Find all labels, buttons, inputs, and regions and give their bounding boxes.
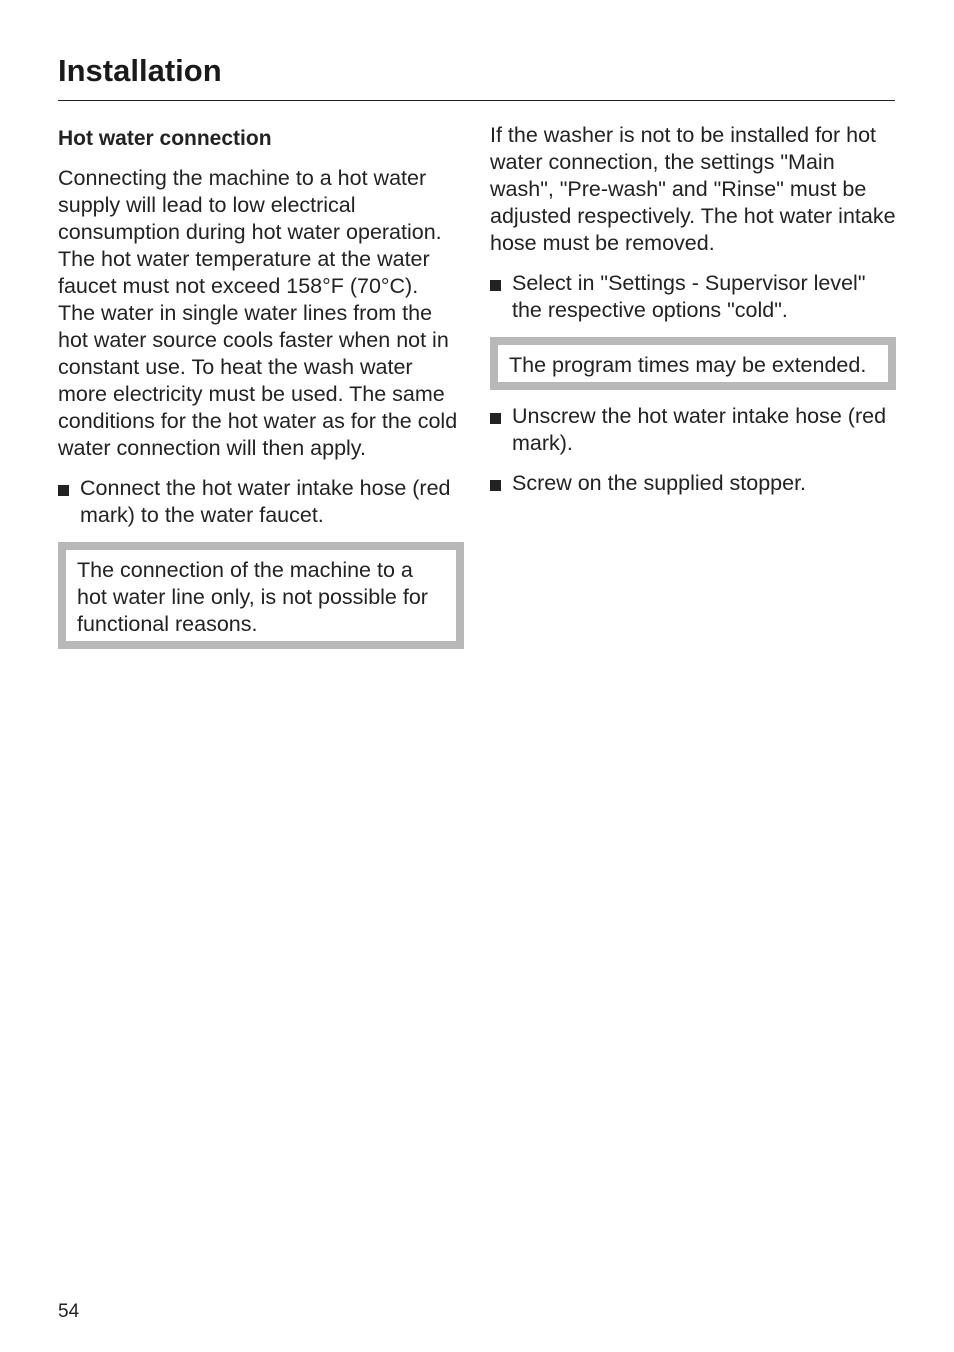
note-box xyxy=(490,337,896,390)
list-item-text: Select in "Settings - Supervisor level" the respective options "cold". xyxy=(512,271,866,322)
body-paragraph: If the washer is not to be installed for hot water connection, the settings "Main wash", "Pre-wash" and "Rinse" must be adjusted respectively. The hot water intake hose must be removed. xyxy=(490,123,896,255)
list-item-text: Connect the hot water intake hose (red mark) to the water faucet. xyxy=(80,476,451,527)
list-item xyxy=(490,403,896,457)
square-bullet-icon xyxy=(490,280,501,291)
page-header xyxy=(58,50,895,92)
body-paragraph: The water in single water lines from the hot water source cools faster when not in constant use. To heat the wash water more electricity must be used. The same conditions for the hot water as for the cold water connection will then apply. xyxy=(58,301,458,460)
square-bullet-icon xyxy=(58,485,69,496)
right-column xyxy=(490,122,896,510)
list-item xyxy=(58,475,464,529)
section-heading: Hot water connection xyxy=(58,127,272,150)
square-bullet-icon xyxy=(490,413,501,424)
left-column xyxy=(58,122,464,662)
note-box xyxy=(58,542,464,649)
list-item-text: Unscrew the hot water intake hose (red mark). xyxy=(512,404,887,455)
page-title: Installation xyxy=(58,53,222,88)
intro-paragraph: Connecting the machine to a hot water supply will lead to low electrical consumption during hot water operation. The hot water temperature at the water faucet must not exceed 158°F (70°C). xyxy=(58,166,442,298)
list-item-text: Screw on the supplied stopper. xyxy=(512,471,807,495)
list-item xyxy=(490,470,896,497)
page-number: 54 xyxy=(58,1301,80,1322)
header-divider xyxy=(58,100,895,101)
list-item xyxy=(490,270,896,324)
note-text: The program times may be extended. xyxy=(509,353,867,377)
square-bullet-icon xyxy=(490,480,501,491)
note-text: The connection of the machine to a hot water line only, is not possible for functional reasons. xyxy=(77,558,428,636)
